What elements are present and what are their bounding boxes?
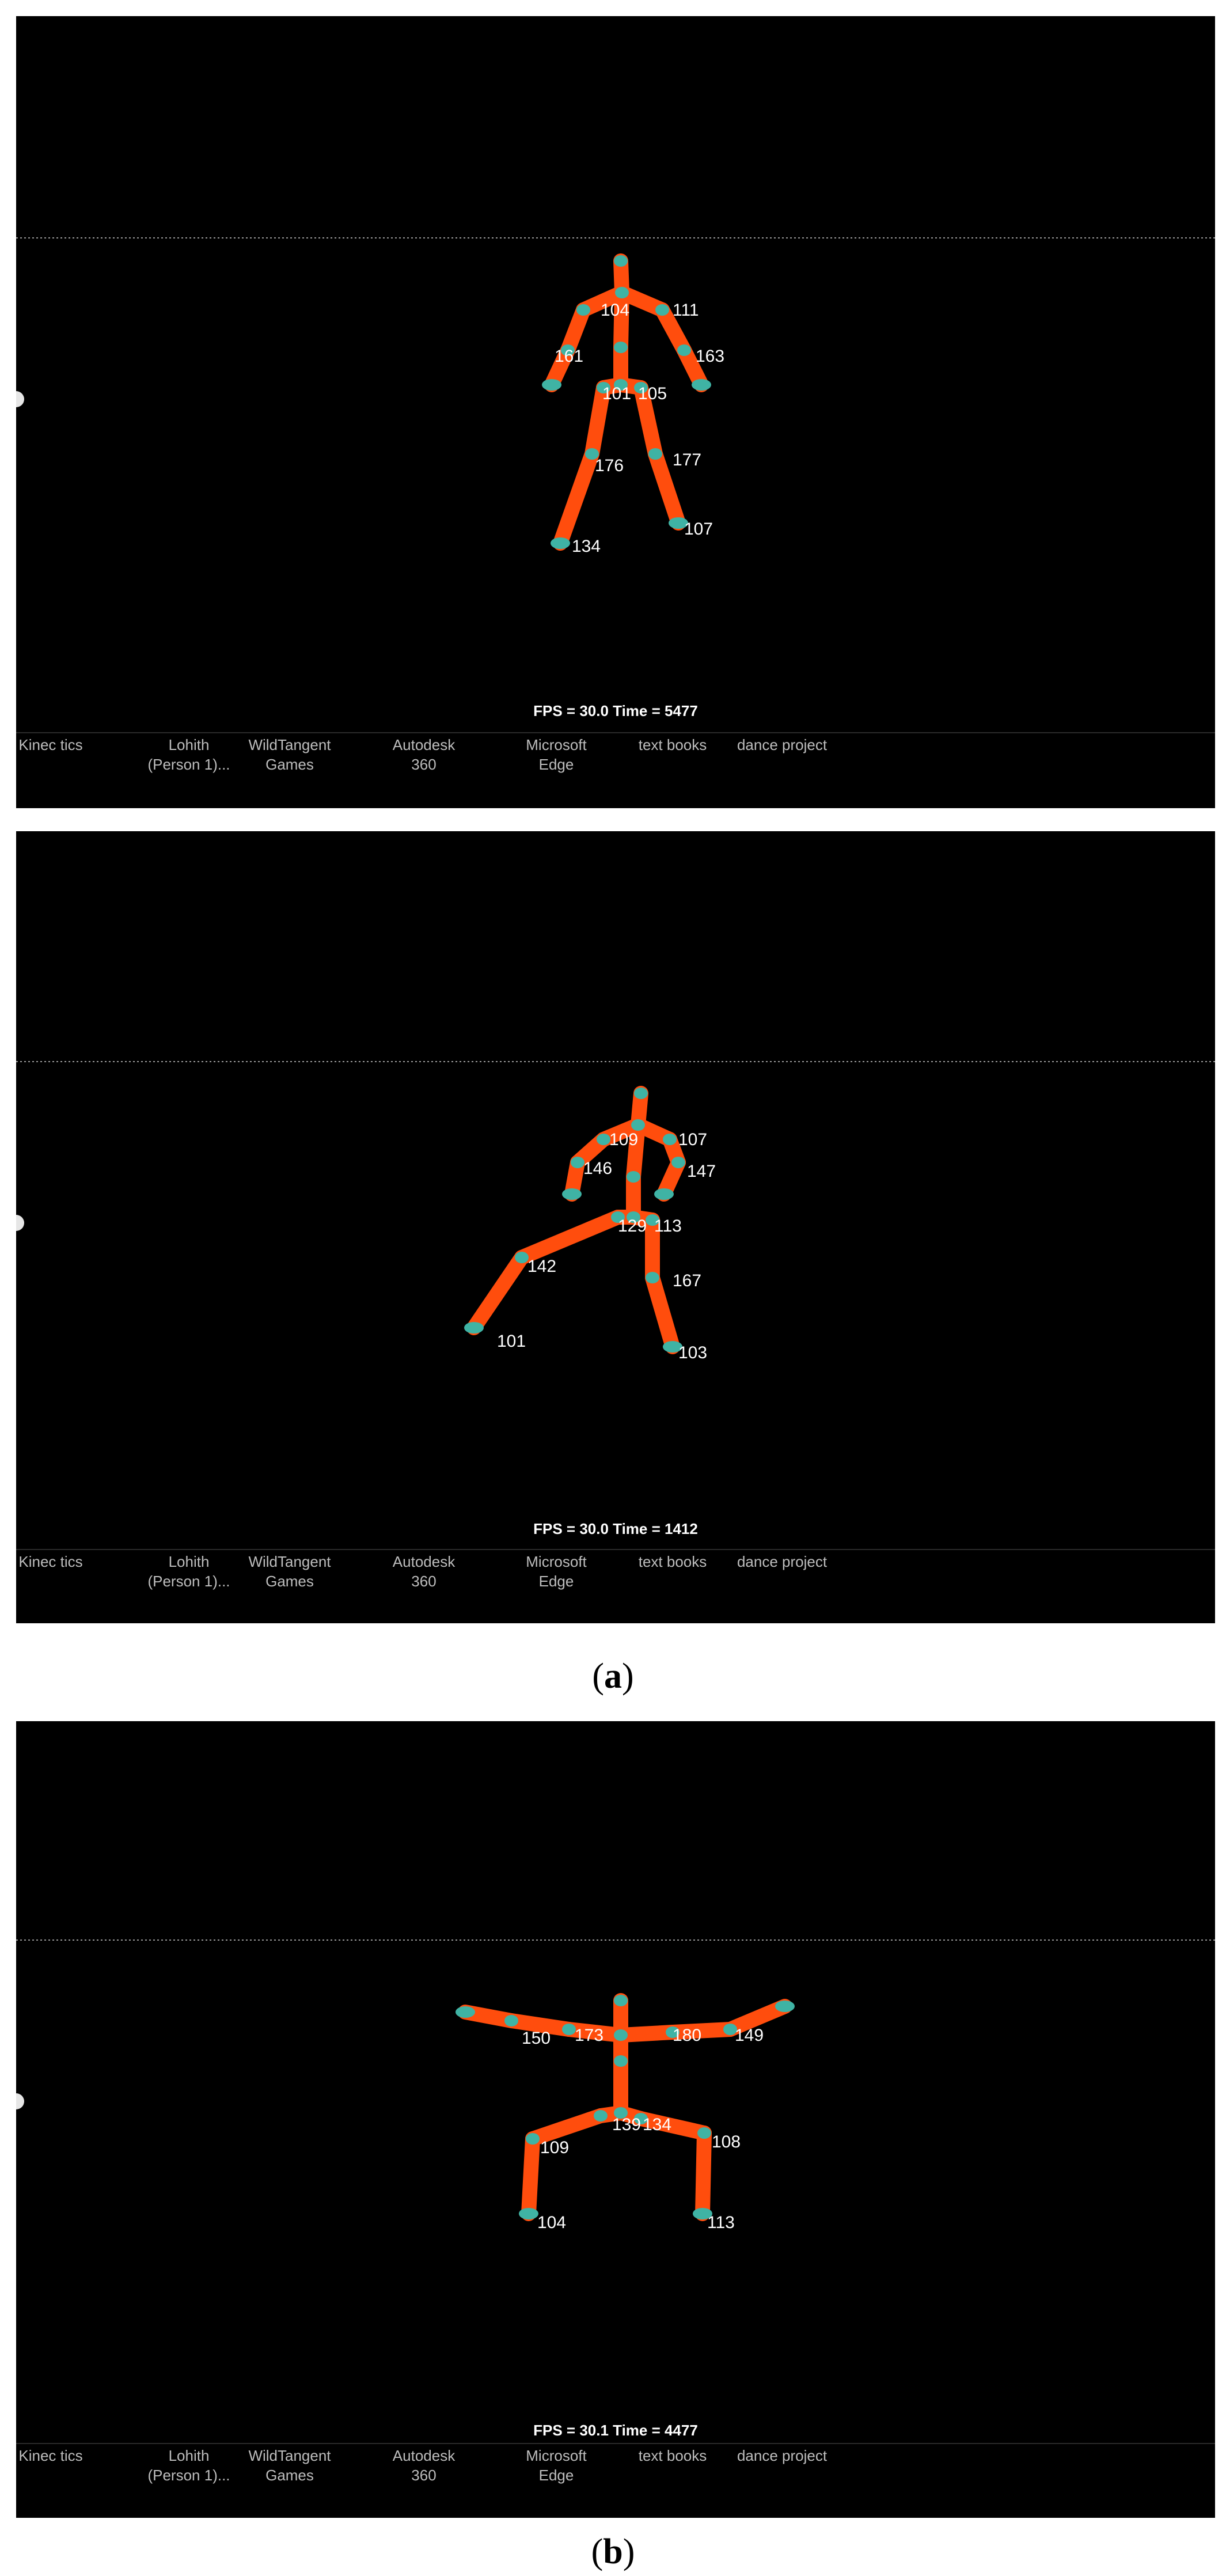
taskbar-item-label[interactable]: text books: [638, 736, 707, 753]
joint-angle-label: 139: [612, 2115, 642, 2134]
taskbar-item-sublabel[interactable]: Edge: [538, 1573, 574, 1590]
joint-angle-label: 101: [497, 1332, 526, 1351]
taskbar-item-label[interactable]: Autodesk: [392, 736, 456, 753]
joint-angle-label: 101: [602, 384, 632, 403]
taskbar-item-label[interactable]: Microsoft: [526, 2447, 587, 2464]
taskbar-item-label[interactable]: Lohith: [168, 736, 210, 753]
skeleton-joint: [464, 1322, 484, 1334]
taskbar-item-label[interactable]: Kinec tics: [18, 1553, 83, 1570]
skeleton-bone: [652, 1278, 673, 1347]
skeleton-joint: [571, 1157, 584, 1168]
joint-angle-label: 109: [609, 1130, 639, 1149]
kinect-panel-2: [16, 831, 1215, 1623]
joint-angle-label: 109: [540, 2138, 570, 2157]
taskbar-item-sublabel[interactable]: (Person 1)...: [147, 1573, 230, 1590]
taskbar-item-label[interactable]: WildTangent: [248, 2447, 331, 2464]
taskbar-item-label[interactable]: Lohith: [168, 2447, 210, 2464]
skeleton-bone: [560, 454, 592, 543]
joint-angle-label: 108: [712, 2132, 741, 2151]
fps-time-readout: FPS = 30.1 Time = 4477: [533, 2422, 698, 2439]
joint-angle-label: 180: [673, 2026, 702, 2045]
skeleton-bone: [621, 2032, 673, 2035]
kinect-panel-3: [16, 1721, 1215, 2518]
skeleton-joint: [646, 1272, 659, 1283]
skeleton-joint: [615, 287, 629, 298]
skeleton-joint: [655, 304, 669, 316]
joint-angle-label: 146: [583, 1159, 613, 1178]
taskbar-item-label[interactable]: dance project: [737, 736, 828, 753]
taskbar-item-sublabel[interactable]: 360: [411, 756, 436, 773]
left-edge-marker: [16, 391, 24, 407]
skeleton-joint: [594, 2110, 608, 2122]
joint-angle-label: 173: [575, 2026, 604, 2045]
joint-angle-label: 105: [638, 384, 667, 403]
joint-angle-label: 147: [687, 1162, 716, 1181]
taskbar-item-label[interactable]: text books: [638, 2447, 707, 2464]
taskbar-item-sublabel[interactable]: 360: [411, 1573, 436, 1590]
joint-angle-label: 129: [618, 1217, 647, 1236]
joint-angle-label: 113: [707, 2213, 735, 2232]
taskbar-item-label[interactable]: WildTangent: [248, 736, 331, 753]
skeleton-joint: [634, 1088, 648, 1099]
skeleton-joint: [551, 537, 570, 549]
taskbar-item-label[interactable]: Kinec tics: [18, 736, 83, 753]
fps-time-readout: FPS = 30.0 Time = 5477: [533, 702, 698, 719]
taskbar-item-label[interactable]: dance project: [737, 1553, 828, 1570]
joint-angle-label: 104: [537, 2213, 567, 2232]
skeleton-joint: [614, 342, 628, 353]
skeleton-joint: [519, 2208, 538, 2219]
taskbar-item-sublabel[interactable]: 360: [411, 2467, 436, 2484]
joint-angle-label: 142: [527, 1257, 557, 1276]
taskbar-item-label[interactable]: dance project: [737, 2447, 828, 2464]
skeleton-view-2: [16, 831, 1215, 1623]
skeleton-joint: [542, 379, 561, 391]
joint-angle-label: 150: [522, 2029, 551, 2048]
taskbar-item-sublabel[interactable]: Games: [265, 1573, 314, 1590]
joint-angle-label: 113: [654, 1217, 682, 1236]
taskbar-item-label[interactable]: Lohith: [168, 1553, 210, 1570]
skeleton-joint: [648, 448, 662, 460]
skeleton-bone: [533, 2116, 601, 2139]
taskbar-item-label[interactable]: Microsoft: [526, 1553, 587, 1570]
taskbar-item-label[interactable]: Kinec tics: [18, 2447, 83, 2464]
skeleton-joint: [614, 2055, 628, 2067]
skeleton-bone: [522, 1217, 618, 1257]
joint-angle-label: 104: [601, 301, 630, 320]
joint-angle-label: 134: [643, 2115, 672, 2134]
taskbar-item-label[interactable]: Autodesk: [392, 1553, 456, 1570]
skeleton-joint: [627, 1171, 640, 1183]
left-edge-marker: [16, 1215, 24, 1231]
figure-label-b: (b): [591, 2532, 635, 2571]
skeleton-joint: [775, 2001, 795, 2012]
skeleton-bone: [511, 2021, 569, 2029]
joint-angle-label: 111: [673, 301, 699, 320]
skeleton-joint: [631, 1119, 645, 1131]
taskbar-item-sublabel[interactable]: Edge: [538, 2467, 574, 2484]
skeleton-joint: [562, 2024, 576, 2035]
skeleton-bone: [529, 2139, 533, 2214]
joint-angle-label: 163: [696, 347, 725, 366]
joint-angle-label: 107: [678, 1130, 708, 1149]
joint-angle-label: 176: [595, 456, 624, 475]
skeleton-view-1: [16, 16, 1215, 808]
skeleton-joint: [515, 1252, 529, 1263]
taskbar-item-sublabel[interactable]: (Person 1)...: [147, 756, 230, 773]
skeleton-joint: [614, 2029, 628, 2041]
taskbar-item-sublabel[interactable]: (Person 1)...: [147, 2467, 230, 2484]
skeleton-joint: [597, 1134, 610, 1145]
joint-angle-label: 177: [673, 450, 702, 469]
figure-label-a: (a): [592, 1657, 634, 1696]
fps-time-readout: FPS = 30.0 Time = 1412: [533, 1520, 698, 1537]
taskbar-item-sublabel[interactable]: Games: [265, 2467, 314, 2484]
joint-angle-label: 134: [572, 537, 601, 556]
joint-angle-label: 161: [555, 347, 584, 366]
skeleton-joint: [697, 2127, 711, 2139]
skeleton-joint: [562, 1188, 582, 1200]
skeleton-joint: [663, 1134, 677, 1145]
skeleton-joint: [677, 344, 691, 356]
skeleton-bone: [474, 1257, 522, 1328]
skeleton-joint: [456, 2006, 475, 2018]
skeleton-joint: [671, 1157, 685, 1168]
skeleton-joint: [692, 379, 711, 391]
taskbar-item-label[interactable]: Autodesk: [392, 2447, 456, 2464]
taskbar-item-label[interactable]: Microsoft: [526, 736, 587, 753]
joint-angle-label: 107: [684, 520, 713, 539]
taskbar-item-sublabel[interactable]: Edge: [538, 756, 574, 773]
joint-angle-label: 167: [673, 1271, 702, 1290]
left-edge-marker: [16, 2093, 24, 2109]
skeleton-joint: [526, 2133, 540, 2145]
joint-angle-label: 149: [735, 2026, 764, 2045]
skeleton-bone: [703, 2133, 704, 2214]
skeleton-joint: [576, 304, 590, 316]
kinect-panel-1: [16, 16, 1215, 808]
taskbar-item-label[interactable]: text books: [638, 1553, 707, 1570]
skeleton-joint: [614, 1995, 628, 2006]
skeleton-joint: [504, 2015, 518, 2026]
taskbar-item-sublabel[interactable]: Games: [265, 756, 314, 773]
taskbar-item-label[interactable]: WildTangent: [248, 1553, 331, 1570]
skeleton-bone: [592, 388, 603, 454]
skeleton-view-3: [16, 1721, 1215, 2518]
joint-angle-label: 103: [678, 1343, 708, 1362]
skeleton-joint: [614, 255, 628, 267]
skeleton-joint: [654, 1188, 674, 1200]
